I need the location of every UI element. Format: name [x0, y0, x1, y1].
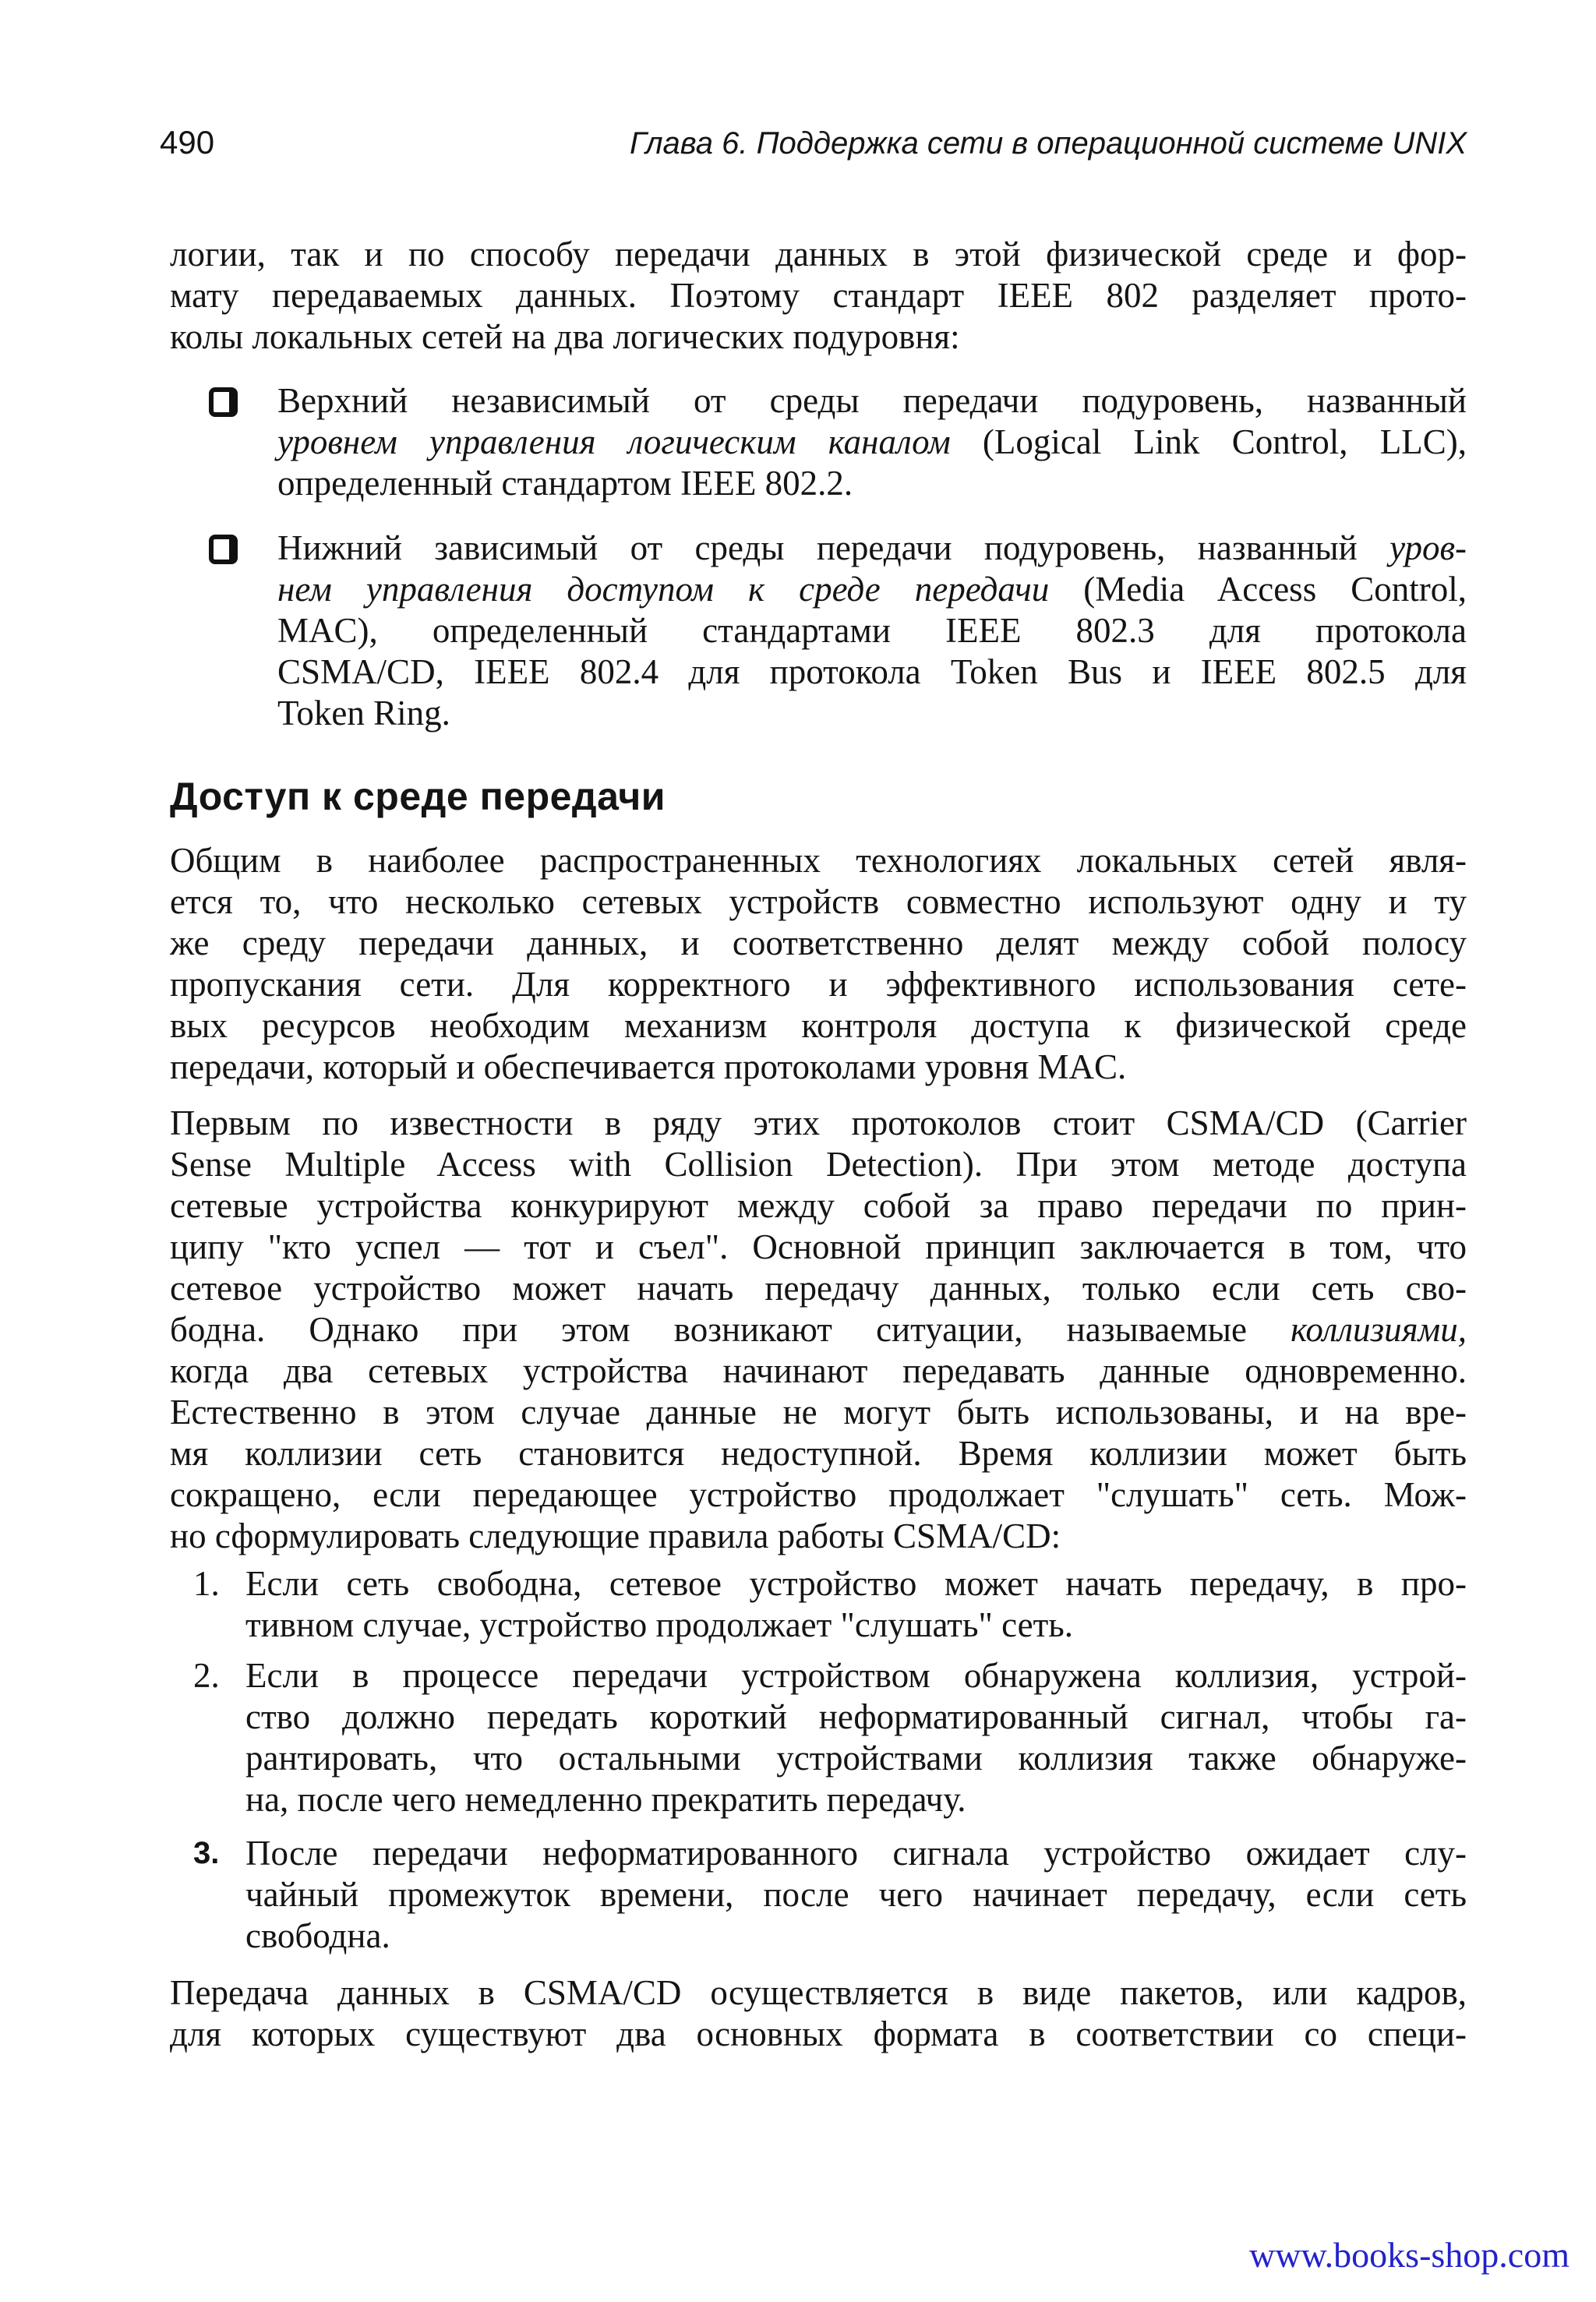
text-line — [277, 693, 1467, 734]
footer-link[interactable]: www.books-shop.com — [1249, 2235, 1570, 2275]
text-segment: MAC), определенный стандартами IEEE 802.3 для протокола — [277, 611, 1467, 650]
text-segment: Token Ring. — [277, 694, 450, 733]
text-lines — [245, 1655, 1467, 1820]
text-segment: когда два сетевых устройства начинают передавать данные одновременно. — [170, 1351, 1467, 1390]
italic-text: коллизиями, — [1291, 1310, 1467, 1349]
text-line — [170, 923, 1467, 964]
text-segment: бодна. Однако при этом возникают ситуации, называемые — [170, 1310, 1291, 1349]
paragraph — [170, 1103, 1467, 1557]
text-line — [245, 1605, 1467, 1646]
text-line — [170, 1516, 1467, 1557]
text-line — [245, 1696, 1467, 1738]
text-line — [170, 1005, 1467, 1047]
text-line — [170, 1144, 1467, 1185]
text-segment: Нижний зависимый от среды передачи подуровень, названный — [277, 528, 1390, 567]
text-lines — [170, 1972, 1467, 2055]
text-segment: Если в процессе передачи устройством обнаружена коллизия, устрой- — [245, 1656, 1467, 1695]
text-segment: Sense Multiple Access with Collision Detection). При этом методе доступа — [170, 1145, 1467, 1184]
text-line — [245, 1915, 1467, 1957]
text-segment: сокращено, если передающее устройство продолжает "слушать" сеть. Мож- — [170, 1475, 1467, 1514]
text-segment: сетевое устройство может начать передачу данных, только если сеть сво- — [170, 1269, 1467, 1308]
text-line — [277, 463, 1467, 504]
text-line — [245, 1563, 1467, 1605]
text-line — [170, 1474, 1467, 1516]
text-lines — [245, 1563, 1467, 1646]
paragraph — [170, 234, 1467, 358]
text-line — [277, 528, 1467, 569]
text-segment: (Logical Link Control, LLC), — [950, 422, 1467, 461]
text-line — [170, 1185, 1467, 1227]
text-segment: определенный стандартом IEEE 802.2. — [277, 464, 853, 503]
text-line — [170, 234, 1467, 275]
text-lines — [277, 380, 1467, 504]
text-segment: Если сеть свободна, сетевое устройство может начать передачу, в про- — [245, 1564, 1467, 1603]
text-line — [170, 1350, 1467, 1392]
text-line — [170, 1309, 1467, 1350]
text-line — [170, 1392, 1467, 1433]
text-line — [170, 840, 1467, 881]
text-line — [245, 1874, 1467, 1915]
text-line — [170, 1103, 1467, 1144]
text-segment: логии, так и по способу передачи данных в этой физической среде и фор- — [170, 235, 1467, 274]
text-lines — [170, 840, 1467, 1088]
paragraph — [170, 840, 1467, 1088]
text-segment: мату передаваемых данных. Поэтому стандарт IEEE 802 разделяет прото- — [170, 276, 1467, 315]
text-segment: ципу "кто успел — тот и съел". Основной принцип заключается в том, что — [170, 1227, 1467, 1266]
text-lines — [170, 234, 1467, 358]
text-lines — [245, 1833, 1467, 1957]
text-segment: Передача данных в CSMA/CD осуществляется в виде пакетов, или кадров, — [170, 1973, 1467, 2012]
text-segment: но сформулировать следующие правила работы CSMA/CD: — [170, 1516, 1061, 1555]
text-segment: чайный промежуток времени, после чего начинает передачу, если сеть — [245, 1875, 1467, 1914]
square-bullet-icon — [209, 535, 238, 564]
text-line — [170, 1227, 1467, 1268]
text-line — [170, 1972, 1467, 2014]
text-line — [277, 651, 1467, 693]
text-segment: свободна. — [245, 1916, 390, 1955]
paragraph — [170, 1972, 1467, 2055]
italic-text: уров- — [1389, 528, 1467, 567]
text-lines — [170, 1103, 1467, 1557]
italic-text: нем управления доступом к среде передачи — [277, 570, 1050, 609]
text-segment: После передачи неформатированного сигнала устройство ожидает слу- — [245, 1834, 1467, 1873]
text-lines — [277, 528, 1467, 734]
text-segment: ется то, что несколько сетевых устройств совместно используют одну и ту — [170, 882, 1467, 921]
text-segment: тивном случае, устройство продолжает "слушать" сеть. — [245, 1605, 1074, 1644]
text-line — [170, 2014, 1467, 2055]
text-line — [170, 1047, 1467, 1088]
section-heading: Доступ к среде передачи — [170, 775, 666, 818]
text-segment: Естественно в этом случае данные не могут быть использованы, и на вре- — [170, 1393, 1467, 1432]
text-line — [170, 275, 1467, 316]
text-line — [170, 881, 1467, 923]
numbered-item — [170, 1655, 1467, 1820]
text-line — [277, 610, 1467, 651]
text-line — [245, 1655, 1467, 1696]
text-segment: Первым по известности в ряду этих протоколов стоит CSMA/CD (Carrier — [170, 1103, 1467, 1142]
page-number: 490 — [160, 124, 215, 161]
text-line — [277, 422, 1467, 463]
text-segment: сетевые устройства конкурируют между собой за право передачи по прин- — [170, 1186, 1467, 1225]
list-number: 1. — [193, 1564, 220, 1603]
text-line — [277, 569, 1467, 610]
text-segment: вых ресурсов необходим механизм контроля доступа к физической среде — [170, 1006, 1467, 1045]
text-segment: для которых существуют два основных формата в соответствии со специ- — [170, 2014, 1467, 2053]
list-number: 3. — [193, 1836, 220, 1870]
text-segment: колы локальных сетей на два логических подуровня: — [170, 317, 960, 356]
square-bullet-icon — [209, 387, 238, 417]
bullet-item — [170, 528, 1467, 734]
text-line — [170, 964, 1467, 1005]
text-line — [170, 1433, 1467, 1474]
text-segment: ство должно передать короткий неформатированный сигнал, чтобы га- — [245, 1697, 1467, 1736]
text-segment: на, после чего немедленно прекратить передачу. — [245, 1780, 966, 1819]
text-line — [170, 316, 1467, 358]
page-body — [170, 0, 1467, 2055]
text-segment: (Media Access Control, — [1049, 570, 1467, 609]
text-segment: передачи, который и обеспечивается протоколами уровня MAC. — [170, 1047, 1127, 1086]
numbered-item — [170, 1563, 1467, 1646]
text-segment: же среду передачи данных, и соответственно делят между собой полосу — [170, 923, 1467, 962]
numbered-item — [170, 1833, 1467, 1957]
bullet-item — [170, 380, 1467, 504]
text-line — [277, 380, 1467, 422]
italic-text: уровнем управления логическим каналом — [277, 422, 951, 461]
text-segment: мя коллизии сеть становится недоступной. Время коллизии может быть — [170, 1434, 1467, 1473]
text-segment: Общим в наиболее распространенных технологиях локальных сетей явля- — [170, 841, 1467, 880]
text-line — [170, 1268, 1467, 1309]
text-segment: рантировать, что остальными устройствами коллизия также обнаруже- — [245, 1739, 1467, 1778]
text-segment: Верхний независимый от среды передачи подуровень, названный — [277, 381, 1467, 420]
text-line — [245, 1833, 1467, 1874]
list-number: 2. — [193, 1656, 220, 1695]
text-line — [245, 1738, 1467, 1779]
text-line — [245, 1779, 1467, 1820]
chapter-title: Глава 6. Поддержка сети в операционной системе UNIX — [629, 126, 1467, 161]
text-segment: CSMA/CD, IEEE 802.4 для протокола Token Bus и IEEE 802.5 для — [277, 652, 1467, 691]
text-segment: пропускания сети. Для корректного и эффективного использования сете- — [170, 965, 1467, 1004]
